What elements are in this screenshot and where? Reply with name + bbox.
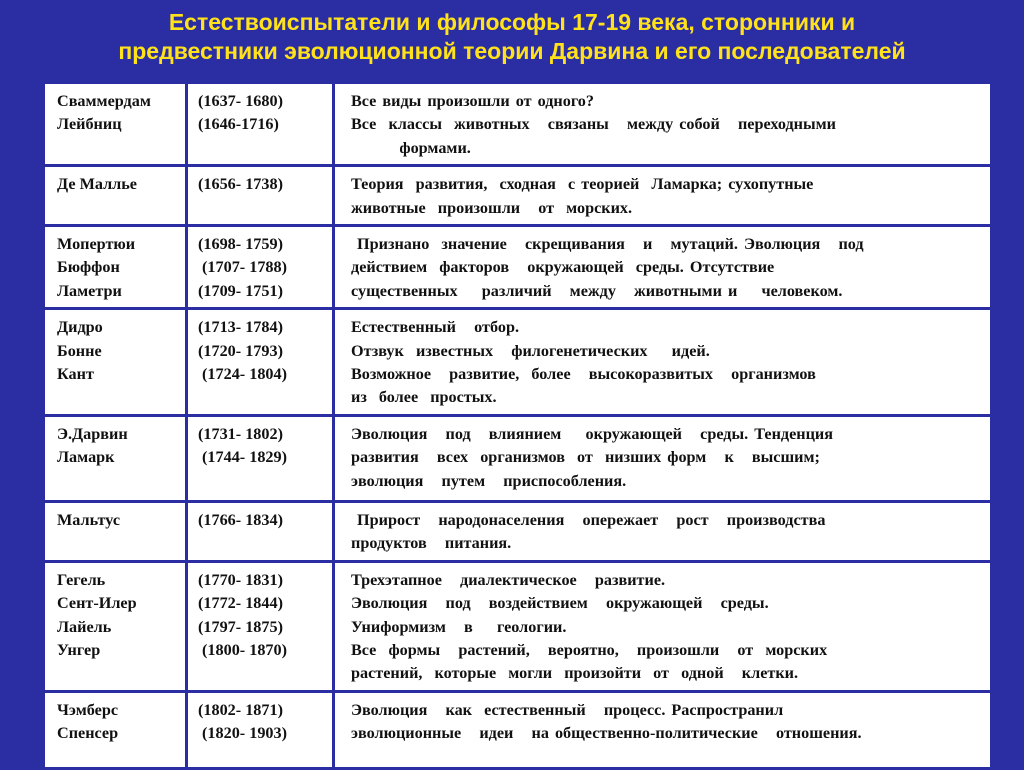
years-cell [187, 501, 334, 561]
years-cell [187, 561, 334, 691]
names-cell [44, 691, 187, 768]
table-row [44, 309, 992, 416]
title-line-1: Естествоиспытатели и философы 17-19 века, сторонники и [168, 9, 856, 35]
life-years: (1720- 1793) [198, 341, 283, 360]
years-cell [187, 166, 334, 226]
scientist-name: Гегель [57, 570, 106, 589]
scientist-name: Бюффон [57, 258, 120, 277]
names-cell [44, 83, 187, 166]
description-cell [334, 309, 992, 416]
scientist-name: Спенсер [57, 724, 119, 743]
life-years: (1713- 1784) [198, 318, 283, 337]
description-line: развития всех организмов от низших форм к высшим; [351, 448, 820, 467]
scientist-name: Дидро [57, 318, 103, 337]
life-years: (1766- 1834) [198, 510, 283, 529]
scientist-name: Ламетри [57, 281, 122, 300]
description-line: эволюционные идеи на общественно-политические отношения. [351, 724, 862, 743]
life-years: (1802- 1871) [198, 700, 283, 719]
scientist-name: Лайель [57, 617, 112, 636]
names-cell [44, 166, 187, 226]
description-line: эволюция путем приспособления. [351, 471, 627, 490]
description-line: Все классы животных связаны между собой переходными [351, 115, 836, 134]
life-years: (1637- 1680) [198, 92, 283, 110]
scientist-name: Кант [57, 365, 94, 384]
table-row [44, 83, 992, 166]
years-cell [187, 309, 334, 416]
life-years: (1656- 1738) [198, 175, 283, 194]
scientist-name: Унгер [57, 640, 101, 659]
description-line: Эволюция под влиянием окружающей среды. Тенденция [351, 424, 834, 443]
life-years: (1709- 1751) [198, 281, 283, 300]
names-cell [44, 415, 187, 501]
scientist-name: Э.Дарвин [57, 424, 128, 443]
scientist-name: Лейбниц [57, 115, 122, 134]
description-line: действием факторов окружающей среды. Отсутствие [351, 258, 775, 277]
scientist-name: Ламарк [57, 448, 115, 467]
description-line: существенных различий между животными и человеком. [351, 281, 843, 300]
life-years: (1772- 1844) [198, 594, 283, 613]
life-years: (1797- 1875) [198, 617, 283, 636]
scientist-name: Сваммердам [57, 92, 151, 110]
life-years: (1707- 1788) [198, 258, 288, 277]
description-line: Трехэтапное диалектическое развитие. [351, 570, 666, 589]
table-row [44, 561, 992, 691]
description-line: продуктов питания. [351, 534, 512, 553]
description-cell [334, 83, 992, 166]
description-line: животные произошли от морских. [351, 198, 633, 217]
life-years: (1731- 1802) [198, 424, 283, 443]
description-line: Возможное развитие, более высокоразвитых организмов [351, 365, 816, 384]
description-line: Униформизм в геологии. [351, 617, 567, 636]
description-cell [334, 691, 992, 768]
description-cell [334, 166, 992, 226]
description-cell [334, 415, 992, 501]
description-line: формами. [351, 138, 471, 157]
life-years: (1646-1716) [198, 115, 279, 134]
slide-title [0, 8, 1024, 66]
description-cell [334, 561, 992, 691]
table-row [44, 166, 992, 226]
table-row [44, 501, 992, 561]
life-years: (1770- 1831) [198, 570, 283, 589]
life-years: (1698- 1759) [198, 235, 283, 254]
description-cell [334, 501, 992, 561]
description-line: Эволюция как естественный процесс. Распространил [351, 700, 784, 719]
description-line: растений, которые могли произойти от одной клетки. [351, 664, 799, 683]
scientist-name: Мопертюи [57, 235, 136, 254]
names-cell [44, 226, 187, 309]
names-cell [44, 561, 187, 691]
life-years: (1724- 1804) [198, 365, 288, 384]
table-row [44, 691, 992, 768]
scientist-name: Мальтус [57, 510, 121, 529]
scientist-name: Де Маллье [57, 175, 137, 194]
names-cell [44, 501, 187, 561]
description-cell [334, 226, 992, 309]
title-line-2: предвестники эволюционной теории Дарвина и его последователей [118, 38, 906, 64]
life-years: (1744- 1829) [198, 448, 288, 467]
description-line: Естественный отбор. [351, 318, 519, 337]
years-cell [187, 226, 334, 309]
description-line: из более простых. [351, 388, 497, 407]
life-years: (1820- 1903) [198, 724, 288, 743]
description-line: Прирост народонаселения опережает рост производства [351, 510, 826, 529]
table-body [44, 83, 992, 769]
description-line: Отзвук известных филогенетических идей. [351, 341, 710, 360]
description-line: Эволюция под воздействием окружающей среды. [351, 594, 769, 613]
names-cell [44, 309, 187, 416]
table-row [44, 226, 992, 309]
life-years: (1800- 1870) [198, 640, 288, 659]
scientist-name: Чэмберс [57, 700, 119, 719]
table-row [44, 415, 992, 501]
description-line: Все виды произошли от одного? [351, 92, 594, 110]
years-cell [187, 83, 334, 166]
description-line: Все формы растений, вероятно, произошли от морских [351, 640, 828, 659]
table-container [42, 81, 990, 761]
years-cell [187, 415, 334, 501]
scientist-name: Бонне [57, 341, 102, 360]
scientist-name: Сент-Илер [57, 594, 137, 613]
scientists-table [42, 81, 993, 770]
description-line: Теория развития, сходная с теорией Ламарка; сухопутные [351, 175, 814, 194]
years-cell [187, 691, 334, 768]
description-line: Признано значение скрещивания и мутаций. Эволюция под [351, 235, 864, 254]
